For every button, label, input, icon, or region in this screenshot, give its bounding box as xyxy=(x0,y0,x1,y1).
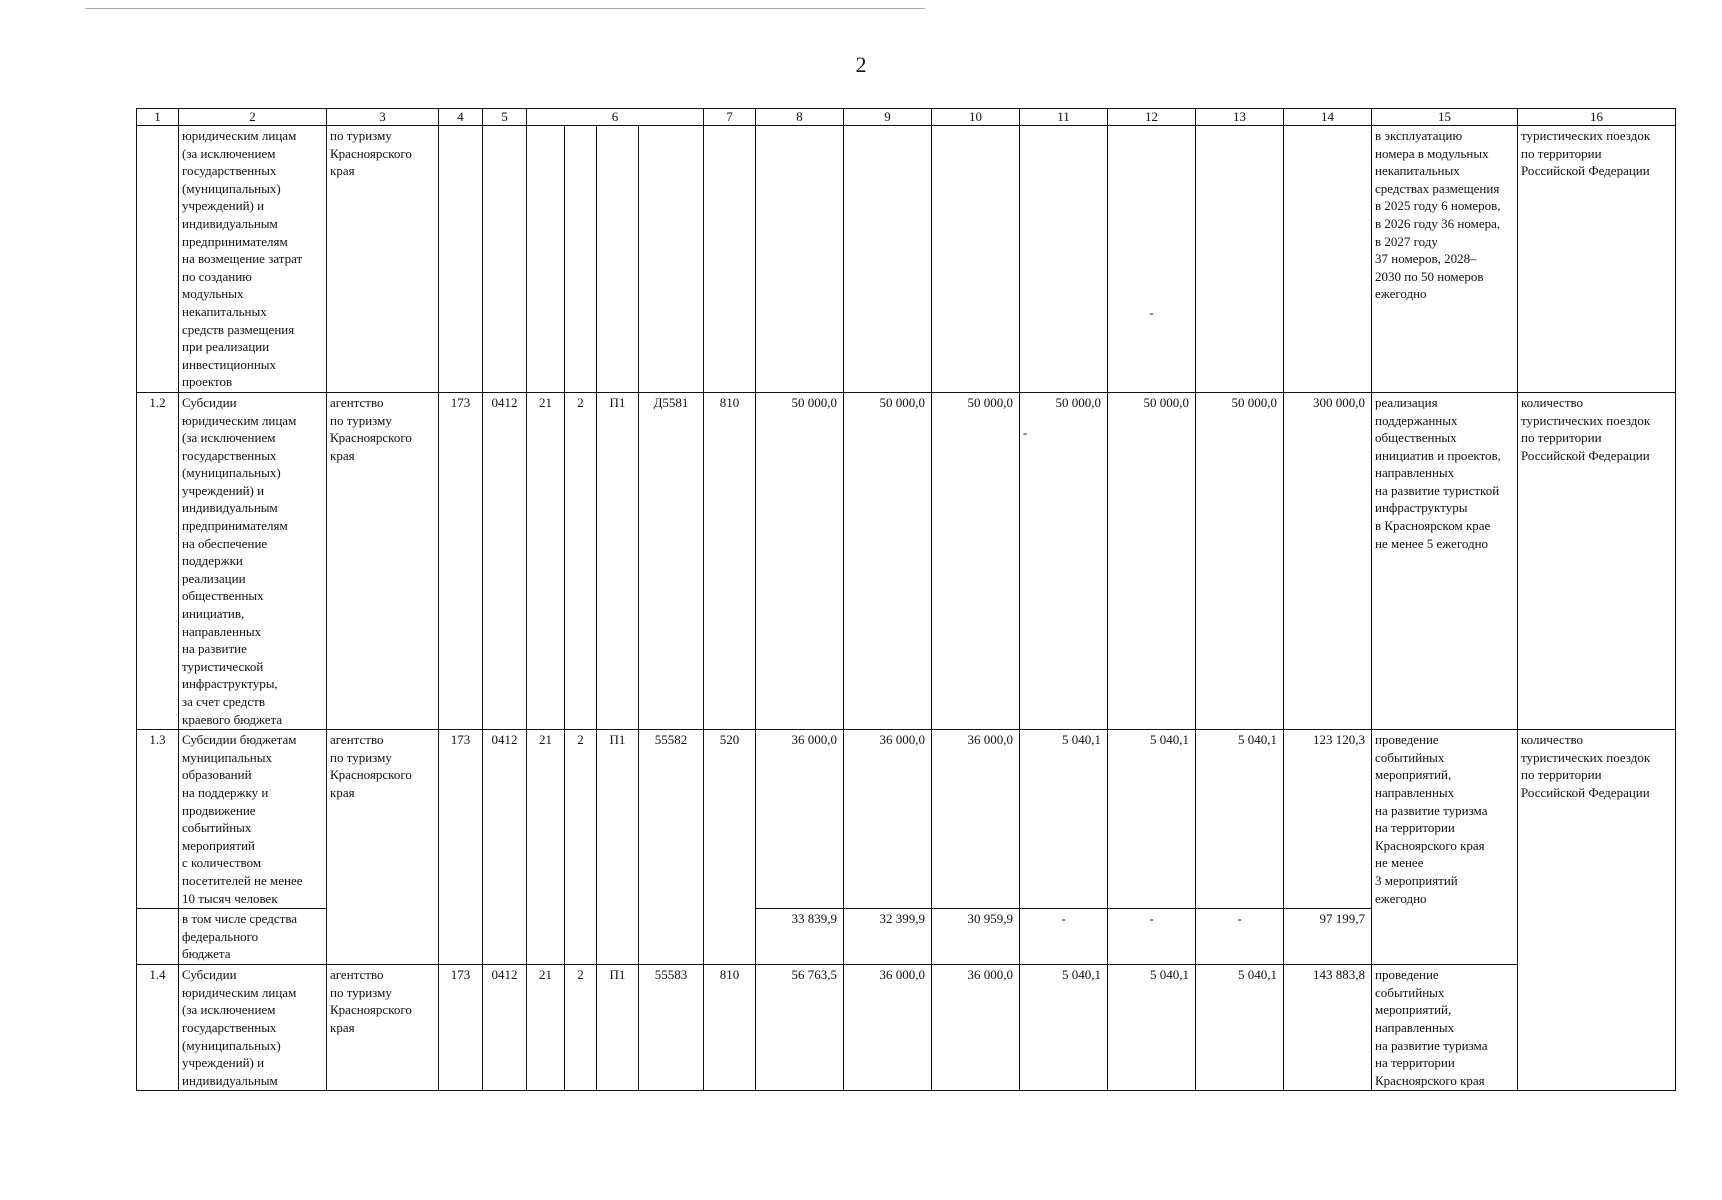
row-number: 1.3 xyxy=(137,730,179,909)
csr-code-4: Д5581 xyxy=(639,392,704,729)
rzpr-code: 0412 xyxy=(483,730,527,965)
amount-2030: - xyxy=(1196,909,1284,965)
csr-code-1: 21 xyxy=(527,392,565,729)
row-number xyxy=(137,909,179,965)
measure-name: Субсидии юридическим лицам (за исключением государственных (муниципальных) учреждений) и индивидуальным предпринимателям на обеспечение поддержки реализации общественных инициатив, направленных на развитие туристической инфраструктуры, за счет средств краевого бюджета xyxy=(179,392,327,729)
amount-total: 143 883,8 xyxy=(1284,965,1372,1091)
amount-2030: 50 000,0 xyxy=(1196,392,1284,729)
csr-code-4: 55582 xyxy=(639,730,704,965)
amount-2025: 33 839,9 xyxy=(756,909,844,965)
amount-2026: 50 000,0 xyxy=(844,392,932,729)
col12-mark: - xyxy=(1108,126,1196,393)
amount-total: 123 120,3 xyxy=(1284,730,1372,909)
measure-name: Субсидии бюджетам муниципальных образований на поддержку и продвижение событийных мероприятий с количеством посетителей не менее 10 тысяч человек xyxy=(179,730,327,909)
budget-table xyxy=(136,108,1676,1091)
header-cell: 15 xyxy=(1372,109,1518,126)
amount-2025: 36 000,0 xyxy=(756,730,844,909)
csr-code-1: 21 xyxy=(527,965,565,1091)
row-number: 1.2 xyxy=(137,392,179,729)
amount-2028 xyxy=(1020,392,1108,729)
header-cell: 2 xyxy=(179,109,327,126)
header-cell: 14 xyxy=(1284,109,1372,126)
csr-code-2: 2 xyxy=(565,392,597,729)
amount-2029: 5 040,1 xyxy=(1108,965,1196,1091)
table-row xyxy=(137,730,1676,909)
row-number xyxy=(137,126,179,393)
amount-2028: 5 040,1 xyxy=(1020,730,1108,909)
header-cell: 12 xyxy=(1108,109,1196,126)
amount-2030: 5 040,1 xyxy=(1196,730,1284,909)
amount-2026: 36 000,0 xyxy=(844,965,932,1091)
csr-code-3: П1 xyxy=(597,392,639,729)
header-cell: 8 xyxy=(756,109,844,126)
agency: агентство по туризму Красноярского края xyxy=(327,730,439,965)
amount-2030: 5 040,1 xyxy=(1196,965,1284,1091)
amount-2027: 36 000,0 xyxy=(932,965,1020,1091)
row-number: 1.4 xyxy=(137,965,179,1091)
agency: агентство по туризму Красноярского края xyxy=(327,392,439,729)
header-cell: 11 xyxy=(1020,109,1108,126)
amount-2027: 50 000,0 xyxy=(932,392,1020,729)
header-cell: 10 xyxy=(932,109,1020,126)
table-row xyxy=(137,392,1676,729)
measure-name: в том числе средства федерального бюджета xyxy=(179,909,327,965)
measure-name: юридическим лицам (за исключением государственных (муниципальных) учреждений) и индивидуальным предпринимателям на возмещение затрат по созданию модульных некапитальных средств размещения при реализации инвестиционных проектов xyxy=(179,126,327,393)
amount-2026: 32 399,9 xyxy=(844,909,932,965)
amount-2027: 36 000,0 xyxy=(932,730,1020,909)
header-cell: 5 xyxy=(483,109,527,126)
table-row xyxy=(137,965,1676,1091)
agency: по туризму Красноярского края xyxy=(327,126,439,393)
header-cell: 1 xyxy=(137,109,179,126)
page-number: 2 xyxy=(855,52,867,77)
table-row xyxy=(137,126,1676,393)
indicator: количество туристических поездок по территории Российской Федерации xyxy=(1518,392,1676,729)
amount-2025: 56 763,5 xyxy=(756,965,844,1091)
header-cell: 4 xyxy=(439,109,483,126)
amount-2029: 5 040,1 xyxy=(1108,730,1196,909)
vr-code: 810 xyxy=(704,392,756,729)
rzpr-code: 0412 xyxy=(483,392,527,729)
amount-total: 300 000,0 xyxy=(1284,392,1372,729)
indicator: количество туристических поездок по территории Российской Федерации xyxy=(1518,730,1676,1091)
amount-2029: 50 000,0 xyxy=(1108,392,1196,729)
rzpr-code: 0412 xyxy=(483,965,527,1091)
amount-2029: - xyxy=(1108,909,1196,965)
amount-2025: 50 000,0 xyxy=(756,392,844,729)
csr-code-2: 2 xyxy=(565,730,597,965)
amount-total: 97 199,7 xyxy=(1284,909,1372,965)
expected-result: реализация поддержанных общественных инициатив и проектов, направленных на развитие туристкой инфраструктуры в Красноярском крае не менее 5 ежегодно xyxy=(1372,392,1518,729)
header-cell: 3 xyxy=(327,109,439,126)
amount-2026: 36 000,0 xyxy=(844,730,932,909)
vr-code: 520 xyxy=(704,730,756,965)
header-cell: 13 xyxy=(1196,109,1284,126)
header-cell: 16 xyxy=(1518,109,1676,126)
header-cell: 7 xyxy=(704,109,756,126)
vr-code: 810 xyxy=(704,965,756,1091)
expected-result: в эксплуатацию номера в модульных некапитальных средствах размещения в 2025 году 6 номеров, в 2026 году 36 номера, в 2027 году 37 номеров, 2028– 2030 по 50 номеров ежегодно xyxy=(1372,126,1518,393)
header-cell: 9 xyxy=(844,109,932,126)
csr-code-3: П1 xyxy=(597,965,639,1091)
amount-value: 50 000,0 xyxy=(1055,394,1101,410)
indicator: туристических поездок по территории Российской Федерации xyxy=(1518,126,1676,393)
grbs-code: 173 xyxy=(439,965,483,1091)
grbs-code: 173 xyxy=(439,730,483,965)
grbs-code: 173 xyxy=(439,392,483,729)
csr-code-2: 2 xyxy=(565,965,597,1091)
amount-2027: 30 959,9 xyxy=(932,909,1020,965)
expected-result: проведение событийных мероприятий, направленных на развитие туризма на территории Красноярского края xyxy=(1372,965,1518,1091)
header-cell: 6 xyxy=(527,109,704,126)
amount-2028: - xyxy=(1020,909,1108,965)
header-row xyxy=(137,109,1676,126)
expected-result: проведение событийных мероприятий, направленных на развитие туризма на территории Красноярского края не менее 3 мероприятий ежегодно xyxy=(1372,730,1518,965)
col11-mark: - xyxy=(1023,424,1028,440)
measure-name: Субсидии юридическим лицам (за исключением государственных (муниципальных) учреждений) и индивидуальным xyxy=(179,965,327,1091)
csr-code-3: П1 xyxy=(597,730,639,965)
agency: агентство по туризму Красноярского края xyxy=(327,965,439,1091)
scan-artifact-line xyxy=(85,8,925,9)
csr-code-4: 55583 xyxy=(639,965,704,1091)
csr-code-1: 21 xyxy=(527,730,565,965)
amount-2028: 5 040,1 xyxy=(1020,965,1108,1091)
